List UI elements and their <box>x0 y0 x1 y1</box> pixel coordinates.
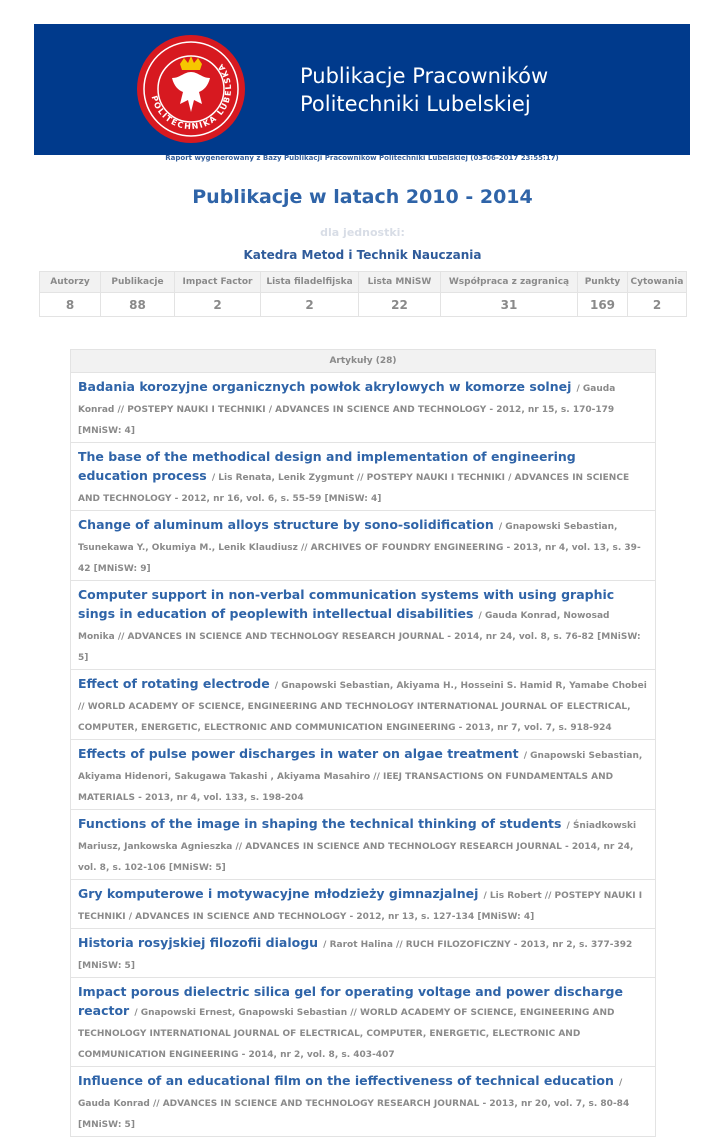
articles-header: Artykuły (28) <box>71 350 655 373</box>
stats-value-foreign-cooperation: 31 <box>441 293 578 317</box>
article-meta: / Gauda Konrad // ADVANCES IN SCIENCE AND TECHNOLOGY RESEARCH JOURNAL - 2013, nr 20, vol. 7, s. 80-84 [MNiSW: 5] <box>78 1078 630 1130</box>
article-item <box>71 511 655 581</box>
article-title[interactable]: Change of aluminum alloys structure by sono-solidification <box>78 517 494 532</box>
stats-value-publications: 88 <box>101 293 175 317</box>
university-logo <box>136 34 246 144</box>
stats-header-authors: Autorzy <box>40 272 101 293</box>
stats-header-points: Punkty <box>578 272 628 293</box>
article-meta: / Gnapowski Ernest, Gnapowski Sebastian // WORLD ACADEMY OF SCIENCE, ENGINEERING AND TECHNOLOGY INTERNATIONAL JOURNAL OF ELECTRICAL, COMPUTER, ENERGETIC, ELECTRONIC AND COMMUNICATION ENGINEERING - 2014, nr 2, vol. 8, s. 403-407 <box>78 1008 615 1060</box>
stats-value-mnisw-list: 22 <box>359 293 441 317</box>
article-title[interactable]: Computer support in non-verbal communication systems with using graphic sings in education of peoplewith intellectual disabilities <box>78 587 615 621</box>
article-meta: / Gnapowski Sebastian, Akiyama H., Hosseini S. Hamid R, Yamabe Chobei // WORLD ACADEMY OF SCIENCE, ENGINEERING AND TECHNOLOGY INTERNATIONAL JOURNAL OF ELECTRICAL, COMPUTER, ENERGETIC, ELECTRONIC AND COMMUNICATION ENGINEERING - 2013, nr 7, vol. 7, s. 918-924 <box>78 681 647 733</box>
article-item <box>71 978 655 1067</box>
article-meta: / Gnapowski Sebastian, Akiyama Hidenori, Sakugawa Takashi , Akiyama Masahiro // IEEJ TRANSACTIONS ON FUNDAMENTALS AND MATERIALS - 2013, nr 4, vol. 133, s. 198-204 <box>78 751 643 803</box>
svg-text:POLITECHNIKA LUBELSKA: POLITECHNIKA LUBELSKA <box>149 61 234 132</box>
stats-header-row <box>40 272 687 293</box>
article-item <box>71 443 655 511</box>
article-item <box>71 929 655 978</box>
article-title[interactable]: Badania korozyjne organicznych powłok akrylowych w komorze solnej <box>78 379 572 394</box>
stats-value-impact-factor: 2 <box>175 293 261 317</box>
unit-name: Katedra Metod i Technik Nauczania <box>243 248 482 262</box>
stats-value-points: 169 <box>578 293 628 317</box>
article-title[interactable]: Gry komputerowe i motywacyjne młodzieży gimnazjalnej <box>78 886 479 901</box>
stats-table <box>39 271 687 317</box>
stats-header-philadelphia-list: Lista filadelfijska <box>261 272 359 293</box>
article-title[interactable]: Effects of pulse power discharges in water on algae treatment <box>78 746 519 761</box>
article-item <box>71 810 655 880</box>
for-unit-label: dla jednostki: <box>320 226 405 239</box>
page-title: Publikacje w latach 2010 - 2014 <box>192 186 533 208</box>
article-item <box>71 581 655 670</box>
stats-value-philadelphia-list: 2 <box>261 293 359 317</box>
article-meta: / Gauda Konrad, Nowosad Monika // ADVANCES IN SCIENCE AND TECHNOLOGY RESEARCH JOURNAL - 2014, nr 24, vol. 8, s. 76-82 [MNiSW: 5] <box>78 611 641 663</box>
article-item <box>71 740 655 810</box>
articles-list <box>70 349 656 1137</box>
banner-title-line1: Publikacje Pracowników <box>300 64 549 88</box>
article-item <box>71 670 655 740</box>
stats-header-publications: Publikacje <box>101 272 175 293</box>
article-meta: / Lis Renata, Lenik Zygmunt // POSTEPY NAUKI I TECHNIKI / ADVANCES IN SCIENCE AND TECHNOLOGY - 2012, nr 16, vol. 6, s. 55-59 [MNiSW: 4] <box>78 473 630 504</box>
stats-value-citations: 2 <box>628 293 687 317</box>
article-title[interactable]: Influence of an educational film on the ieffectiveness of technical education <box>78 1073 614 1088</box>
article-item <box>71 1067 655 1136</box>
article-item <box>71 373 655 443</box>
article-title[interactable]: Functions of the image in shaping the technical thinking of students <box>78 816 562 831</box>
article-meta: / Gauda Konrad // POSTEPY NAUKI I TECHNIKI / ADVANCES IN SCIENCE AND TECHNOLOGY - 2012, nr 15, s. 170-179 [MNiSW: 4] <box>78 384 616 436</box>
stats-header-foreign-cooperation: Współpraca z zagranicą <box>441 272 578 293</box>
article-meta: / Gnapowski Sebastian, Tsunekawa Y., Okumiya M., Lenik Klaudiusz // ARCHIVES OF FOUNDRY ENGINEERING - 2013, nr 4, vol. 13, s. 39-42 [MNiSW: 9] <box>78 522 641 574</box>
article-item <box>71 880 655 929</box>
article-meta: / Rarot Halina // RUCH FILOZOFICZNY - 2013, nr 2, s. 377-392 [MNiSW: 5] <box>78 940 633 971</box>
banner-title <box>300 62 548 118</box>
stats-header-citations: Cytowania <box>628 272 687 293</box>
stats-header-impact-factor: Impact Factor <box>175 272 261 293</box>
article-title[interactable]: Historia rosyjskiej filozofii dialogu <box>78 935 319 950</box>
stats-value-row <box>40 293 687 317</box>
article-title[interactable]: Impact porous dielectric silica gel for operating voltage and power discharge reactor <box>78 984 623 1018</box>
stats-value-authors: 8 <box>40 293 101 317</box>
article-meta: / Śniadkowski Mariusz, Jankowska Agnieszka // ADVANCES IN SCIENCE AND TECHNOLOGY RESEARCH JOURNAL - 2014, nr 24, vol. 8, s. 102-106 [MNiSW: 5] <box>78 821 637 873</box>
article-title[interactable]: Effect of rotating electrode <box>78 676 270 691</box>
report-generated-line: Raport wygenerowany z Bazy Publikacji Pracowników Politechniki Lubelskiej (03-06-2017 23:55:17) <box>165 154 559 162</box>
article-meta: / Lis Robert // POSTEPY NAUKI I TECHNIKI / ADVANCES IN SCIENCE AND TECHNOLOGY - 2012, nr 13, s. 127-134 [MNiSW: 4] <box>78 891 643 922</box>
article-title[interactable]: The base of the methodical design and implementation of engineering education process <box>78 449 576 483</box>
banner-title-line2: Politechniki Lubelskiej <box>300 92 531 116</box>
stats-header-mnisw-list: Lista MNiSW <box>359 272 441 293</box>
